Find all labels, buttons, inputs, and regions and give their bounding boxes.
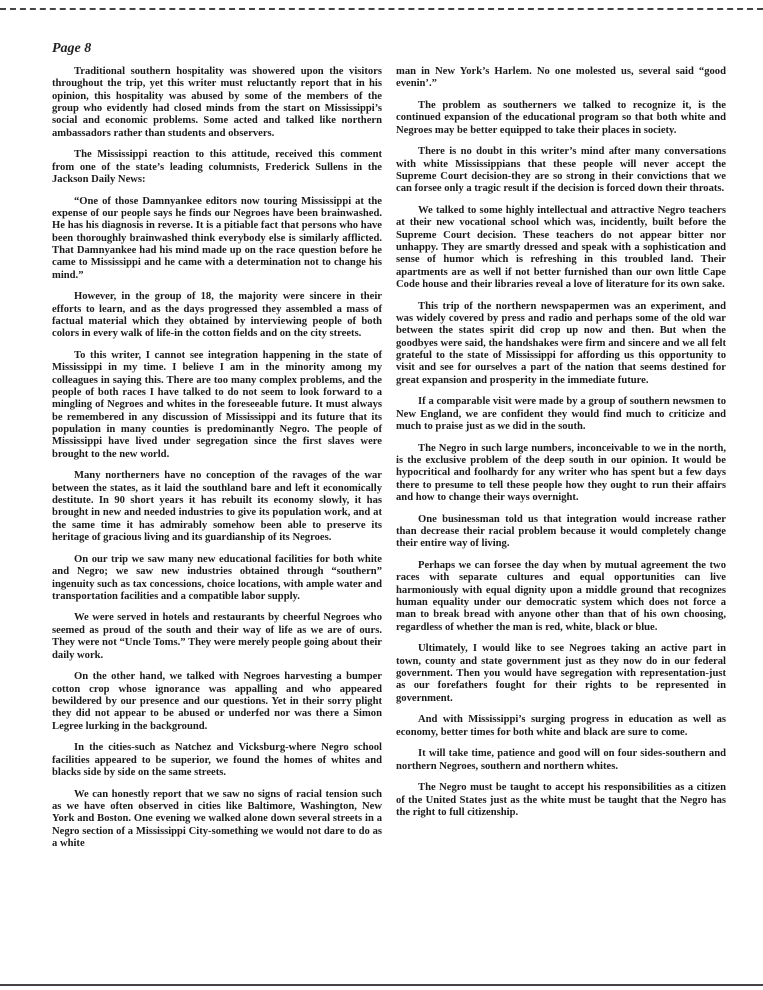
- left-column: [52, 66, 382, 860]
- article-paragraph: Ultimately, I would like to see Negroes taking an active part in town, county and state government just as they now do in our federal government. Then you would have segregation with representation-just as our forefathers fought for their rights to be represented in government.: [396, 643, 726, 704]
- article-paragraph: Traditional southern hospitality was showered upon the visitors throughout the trip, yet this writer must reluctantly report that in his opinion, this hospitality was abused by some of the members of the group who evidently had closed minds from the start on Mississippi’s social and economic problems. Some acted and talked like northern ambassadors rather than students and observers.: [52, 66, 382, 139]
- right-column: [396, 66, 726, 829]
- top-divider: [0, 8, 763, 10]
- article-paragraph: One businessman told us that integration would increase rather than decrease their racial problem because it would completely change their entire way of living.: [396, 513, 726, 550]
- article-paragraph: On the other hand, we talked with Negroes harvesting a bumper cotton crop whose ignorance was appalling and who appeared bewildered by our presence and our questions. Yet in their sorry plight they did not appear to be abused or underfed nor was there a Simon Legree lurking in the background.: [52, 671, 382, 732]
- article-paragraph: To this writer, I cannot see integration happening in the state of Mississippi in my time. I believe I am in the minority among my colleagues in saying this. There are too many complex problems, and the people of both races I have talked to do not seem to look forward to a mingling of Negroes and whites in the foreseeable future. It must always be remembered in any discussion of Mississippi and its future that its population in many counties is predominantly Negro. The people of Mississippi have lived under segregation since the first slaves were brought to the new world.: [52, 350, 382, 460]
- page-number: Page 8: [52, 41, 92, 56]
- article-paragraph: The problem as southerners we talked to recognize it, is the continued expansion of the educational program so that both white and Negroes may be better equipped to take their places in society.: [396, 99, 726, 136]
- article-paragraph: In the cities-such as Natchez and Vicksburg-where Negro school facilities appeared to be superior, we found the homes of whites and blacks side by side on the same streets.: [52, 742, 382, 778]
- bottom-divider: [0, 984, 763, 986]
- article-paragraph: This trip of the northern newspapermen was an experiment, and was widely covered by press and radio and perhaps some of the old war between the states spirit did crop up now and then. But when the goodbyes were said, the handshakes were firm and sincere and we all felt grateful to the state of Mississippi for affording us this opportunity to visit and see for ourselves a part of the nation that seems destined for great expansion and prosperity in the immediate future.: [396, 300, 726, 386]
- article-paragraph: There is no doubt in this writer’s mind after many conversations with white Mississippians that these people will never accept the Supreme Court decision-they are so strong in their convictions that we can forsee only a tragic result if the decision is forced down their throats.: [396, 146, 726, 195]
- article-paragraph: However, in the group of 18, the majority were sincere in their efforts to learn, and as the days progressed they assembled a mass of factual material which they obtained by interviewing people of both colors in every walk of life-in the cotton fields and on the city streets.: [52, 291, 382, 340]
- article-paragraph: The Negro in such large numbers, inconceivable to we in the north, is the exclusive problem of the deep south in our opinion. It would be hypocritical and foolhardy for any writer who has spent but a few days there to presume to tell these people how they ought to run their affairs and how to change their ways overnight.: [396, 442, 726, 504]
- article-paragraph: The Mississippi reaction to this attitude, received this comment from one of the state’s leading columnists, Frederick Sullens in the Jackson Daily News:: [52, 149, 382, 186]
- article-paragraph: We were served in hotels and restaurants by cheerful Negroes who seemed as proud of the south and their way of life as we are of ours. They were not “Uncle Toms.” They were merely people going about their daily work.: [52, 612, 382, 661]
- continued-paragraph: man in New York’s Harlem. No one molested us, several said “good evenin’.”: [396, 66, 726, 90]
- article-paragraph: If a comparable visit were made by a group of southern newsmen to New England, we are confident they would find much to criticize and much to praise just as we did in the south.: [396, 396, 726, 433]
- article-paragraph: Many northerners have no conception of the ravages of the war between the states, as it laid the southland bare and left it economically destitute. In 90 short years it has rebuilt its economy slowly, it has brought in new and needed industries to give its population work, and at the same time it has admirably somehow been able to preserve its heritage of gracious living and its guardianship of its Negroes.: [52, 470, 382, 544]
- article-paragraph: And with Mississippi’s surging progress in education as well as economy, better times for both white and black are sure to come.: [396, 714, 726, 738]
- article-paragraph: We talked to some highly intellectual and attractive Negro teachers at their new vocational school which was, incidently, built before the Supreme Court decision. These teachers do not appear bitter nor unhappy. They are smartly dressed and speak with a sophistication and sense of humor which is refreshing in this troubled land. Their apartments are as well if not better furnished than our own little Cape Code house and their libraries reveal a love of literature for its own sake.: [396, 204, 726, 291]
- article-paragraph: Perhaps we can forsee the day when by mutual agreement the two races with separate cultures and equal opportunities can live harmoniously with equal dignity upon a middle ground that recognizes human equality under our democratic system which does not force a man to break bread with anyone other than that of his own choosing, regardless of whether the man is red, white, black or blue.: [396, 560, 726, 633]
- article-paragraph: On our trip we saw many new educational facilities for both white and Negro; we saw new industries obtained through “southern” ingenuity such as tax concessions, choice locations, with ample water and transportation facilities and a compatible labor supply.: [52, 553, 382, 602]
- quoted-paragraph: “One of those Damnyankee editors now touring Mississippi at the expense of our people says he finds our Negroes have been brainwashed. He has his diagnosis in reverse. It is a pitiable fact that persons who have been thoroughly brainwashed think everybody else is similarly afflicted. That Damnyankee had his mind made up on the race question before he came to Mississippi and he came with a determination not to change his mind.”: [52, 195, 382, 281]
- article-paragraph: The Negro must be taught to accept his responsibilities as a citizen of the United States just as the white must be taught that the Negro has the right to full citizenship.: [396, 782, 726, 819]
- article-paragraph: It will take time, patience and good will on four sides-southern and northern Negroes, southern and northern whites.: [396, 748, 726, 772]
- article-paragraph: We can honestly report that we saw no signs of racial tension such as we have often observed in cities like Baltimore, Washington, New York and Boston. One evening we walked alone down several streets in a Negro section of a Mississippi City-something we would not dare to do as a white: [52, 788, 382, 849]
